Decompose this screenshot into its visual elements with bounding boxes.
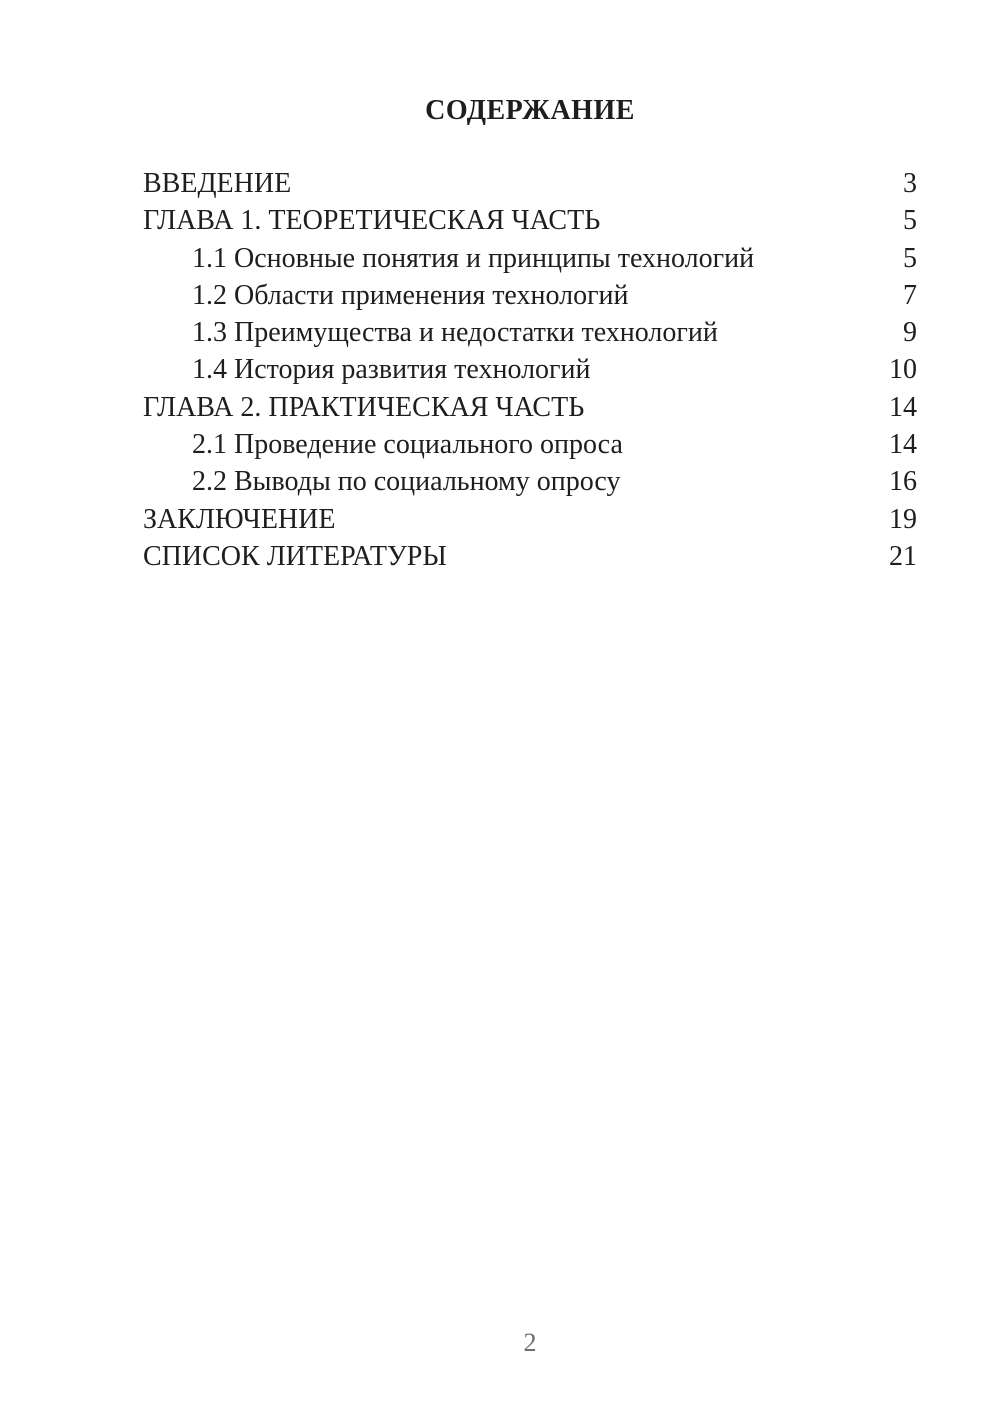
toc-entry xyxy=(143,389,917,426)
toc-entry-label: 2.1 Проведение социального опроса xyxy=(192,429,623,461)
toc-entry-page-number: 5 xyxy=(903,242,917,274)
toc-entry-label: ЗАКЛЮЧЕНИЕ xyxy=(143,503,336,535)
toc-entry-label: ГЛАВА 2. ПРАКТИЧЕСКАЯ ЧАСТЬ xyxy=(143,391,585,423)
toc-entry-page-number: 7 xyxy=(903,279,917,311)
content-column xyxy=(143,0,917,575)
toc-entry xyxy=(143,165,917,202)
toc-entry xyxy=(143,314,917,351)
toc-entry xyxy=(143,240,917,277)
toc-entry-page-number: 10 xyxy=(889,354,917,386)
toc-entry-label: 1.4 История развития технологий xyxy=(192,354,591,386)
toc-entry-page-number: 9 xyxy=(903,317,917,349)
toc-entry-page-number: 16 xyxy=(889,466,917,498)
table-of-contents xyxy=(143,165,917,575)
toc-entry xyxy=(143,463,917,500)
toc-entry xyxy=(143,277,917,314)
toc-entry xyxy=(143,202,917,239)
toc-entry xyxy=(143,426,917,463)
toc-entry-page-number: 3 xyxy=(903,168,917,199)
toc-entry-label: ВВЕДЕНИЕ xyxy=(143,168,292,199)
toc-entry-label: СПИСОК ЛИТЕРАТУРЫ xyxy=(143,540,447,572)
toc-entry-label: ГЛАВА 1. ТЕОРЕТИЧЕСКАЯ ЧАСТЬ xyxy=(143,205,601,237)
toc-entry xyxy=(143,351,917,388)
toc-entry-page-number: 21 xyxy=(889,540,917,572)
toc-entry-page-number: 14 xyxy=(889,391,917,423)
toc-entry-page-number: 14 xyxy=(889,429,917,461)
toc-entry-label: 2.2 Выводы по социальному опросу xyxy=(192,466,621,498)
toc-entry-label: 1.2 Области применения технологий xyxy=(192,279,629,311)
page-number-footer: 2 xyxy=(523,1328,537,1357)
toc-entry xyxy=(143,501,917,538)
toc-entry-page-number: 5 xyxy=(903,205,917,237)
toc-entry-label: 1.3 Преимущества и недостатки технологий xyxy=(192,317,718,349)
page-title: СОДЕРЖАНИЕ xyxy=(425,95,635,126)
toc-entry-page-number: 19 xyxy=(889,503,917,535)
toc-entry-label: 1.1 Основные понятия и принципы технологий xyxy=(192,242,755,274)
toc-entry xyxy=(143,538,917,575)
